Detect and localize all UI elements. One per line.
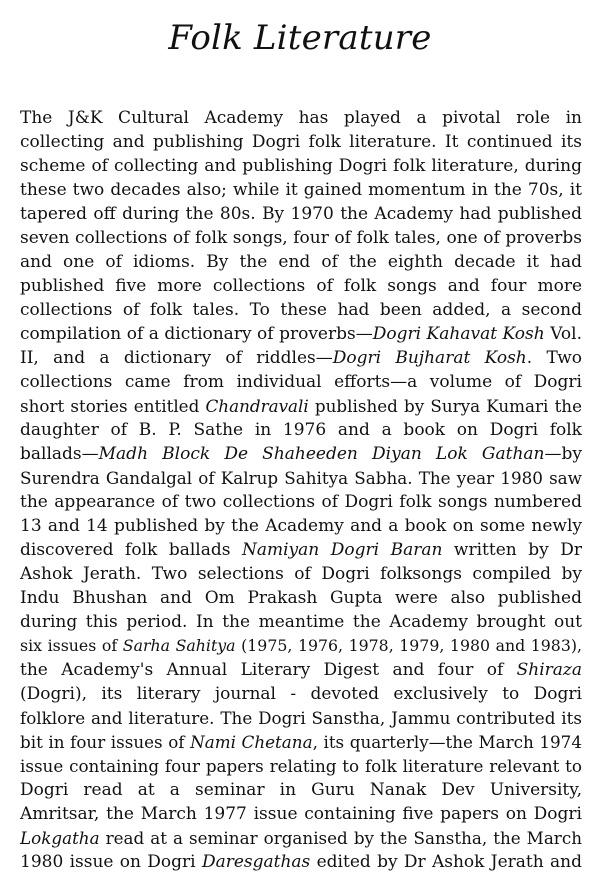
text-line: these two decades also; while it gained momentum in the 70s, it [20, 180, 582, 200]
text-line: the Academy's Annual Literary Digest and four of Shiraza [20, 660, 582, 680]
text-line: collecting and publishing Dogri folk literature. It continued its [20, 132, 582, 152]
text-line: six issues of Sarha Sahitya (1975, 1976, 1978, 1979, 1980 and 1983), [20, 636, 582, 655]
text-line: collections of folk tales. To these had been added, a second [20, 300, 582, 320]
text-line: tapered off during the 80s. By 1970 the Academy had published [20, 204, 582, 224]
text-line: discovered folk ballads Namiyan Dogri Baran written by Dr [20, 540, 582, 560]
text-line: seven collections of folk songs, four of folk tales, one of proverbs [20, 228, 582, 248]
text-line: published five more collections of folk songs and four more [20, 276, 582, 296]
text-line: (Dogri), its literary journal - devoted exclusively to Dogri [20, 684, 582, 704]
text-line: collections came from individual efforts—a volume of Dogri [20, 372, 582, 392]
text-line: ballads—Madh Block De Shaheeden Diyan Lok Gathan—by [20, 444, 582, 464]
text-line: during this period. In the meantime the Academy brought out [20, 612, 582, 632]
text-line: short stories entitled Chandravali published by Surya Kumari the [20, 396, 582, 416]
text-line: daughter of B. P. Sathe in 1976 and a book on Dogri folk [20, 420, 582, 440]
text-line: issue containing four papers relating to folk literature relevant to [20, 756, 582, 776]
text-line: Lokgatha read at a seminar organised by the Sanstha, the March [20, 828, 582, 848]
page-title: Folk Literature [168, 18, 432, 58]
text-line: scheme of collecting and publishing Dogri folk literature, during [20, 156, 582, 176]
text-line: Dogri read at a seminar in Guru Nanak Dev University, [20, 780, 582, 800]
text-line: and one of idioms. By the end of the eighth decade it had [20, 252, 582, 272]
text-line: the appearance of two collections of Dogri folk songs numbered [20, 492, 582, 512]
text-line: compilation of a dictionary of proverbs—Dogri Kahavat Kosh Vol. [20, 324, 582, 344]
text-line: Ashok Jerath. Two selections of Dogri folksongs compiled by [20, 564, 582, 584]
text-line: folklore and literature. The Dogri Sanstha, Jammu contributed its [20, 708, 582, 728]
text-line: bit in four issues of Nami Chetana, its quarterly—the March 1974 [20, 732, 582, 752]
text-line: II, and a dictionary of riddles—Dogri Bujharat Kosh. Two [20, 348, 582, 368]
text-line: 13 and 14 published by the Academy and a book on some newly [20, 516, 582, 536]
body-text [20, 106, 582, 874]
text-line: 1980 issue on Dogri Daresgathas edited by Dr Ashok Jerath and [20, 852, 582, 872]
text-line: Surendra Gandalgal of Kalrup Sahitya Sabha. The year 1980 saw [20, 468, 582, 488]
text-line: Amritsar, the March 1977 issue containing five papers on Dogri [20, 804, 582, 824]
text-line: The J&K Cultural Academy has played a pivotal role in [20, 108, 582, 128]
text-line: Indu Bhushan and Om Prakash Gupta were also published [20, 588, 582, 608]
